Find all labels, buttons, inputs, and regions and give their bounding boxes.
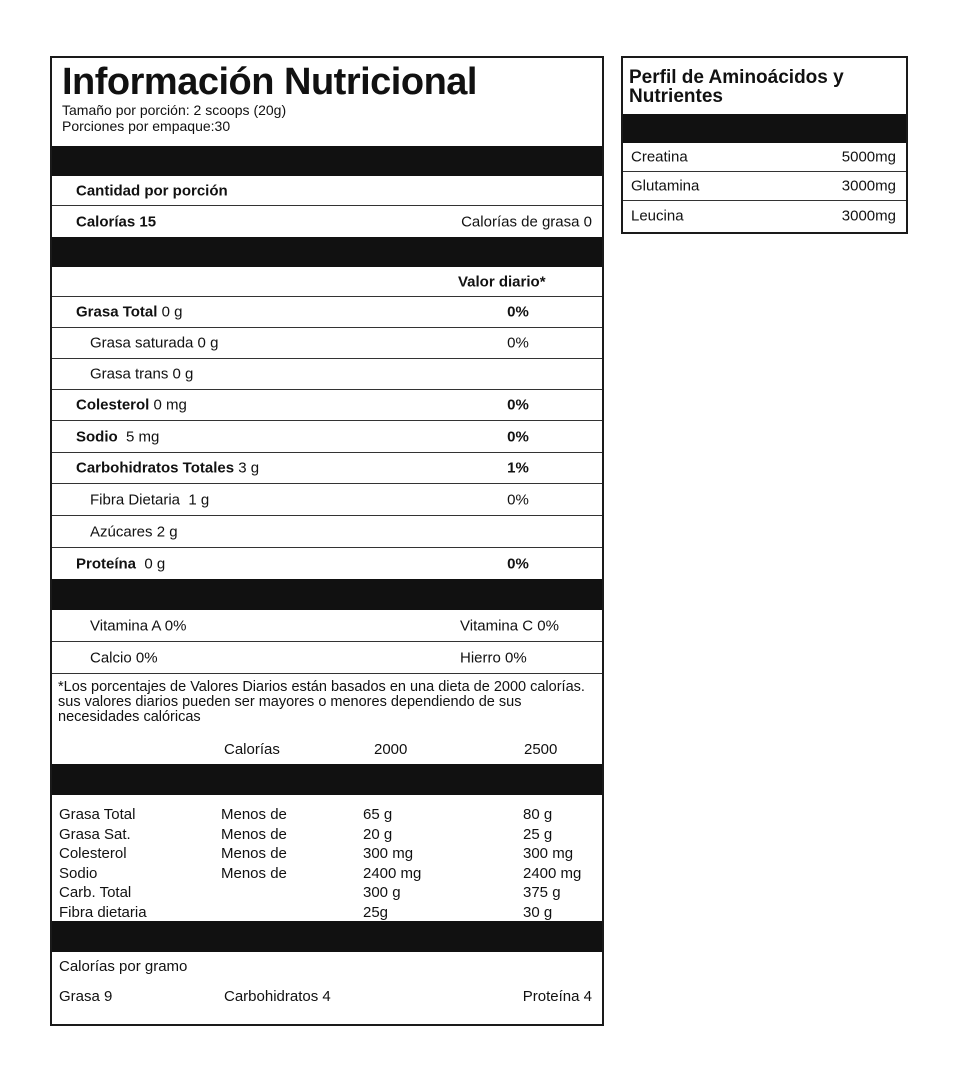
table-header-2500: 2500 (524, 741, 558, 758)
amino-name: Leucina (631, 207, 684, 224)
iron: Hierro 0% (460, 649, 527, 666)
amino-name: Creatina (631, 148, 688, 166)
table-cell: Fibra dietaria (59, 903, 147, 921)
table-cell: 25g (363, 903, 389, 921)
amino-name: Glutamina (631, 177, 700, 195)
fat-per-gram: Grasa 9 (59, 988, 113, 1005)
table-cell: Grasa Total (59, 806, 136, 823)
nutrient-label: Sodio 5 mg (76, 428, 160, 445)
nutrient-daily-value: 0% (507, 334, 529, 352)
nutrient-row (52, 297, 602, 328)
nutrient-label: Grasa saturada 0 g (90, 334, 219, 352)
nutrient-row (52, 421, 602, 453)
table-cell: Menos de (221, 864, 287, 882)
table-cell: 2400 mg (523, 864, 582, 882)
nutrient-label: Carbohidratos Totales 3 g (76, 459, 260, 477)
nutrition-facts-panel (50, 56, 604, 1026)
nutrient-row (52, 453, 602, 484)
nutrient-row (52, 359, 602, 390)
nutrient-row (52, 328, 602, 359)
nutrient-row (52, 390, 602, 421)
divider-bar (52, 764, 602, 795)
table-cell (221, 883, 287, 903)
calories-per-gram-values (52, 982, 602, 1012)
table-cell: 2400 mg (363, 864, 422, 882)
table-cell: 300 g (363, 884, 401, 902)
vitamin-a: Vitamina A 0% (90, 617, 187, 634)
nutrient-daily-value: 0% (507, 491, 529, 508)
calories-row (52, 206, 602, 237)
amino-row (623, 143, 906, 172)
nutrient-daily-value: 0% (507, 396, 529, 414)
nutrition-header (52, 58, 602, 146)
amount-per-serving-label: Cantidad por porción (76, 182, 228, 199)
table-cell: Grasa Sat. (59, 825, 131, 843)
divider-bar (52, 579, 602, 610)
daily-values-table-header (52, 736, 602, 764)
amount-per-serving-row (52, 176, 602, 206)
table-cell: 20 g (363, 825, 393, 843)
nutrient-row (52, 484, 602, 516)
amino-title: Perfil de Aminoácidos y Nutrientes (629, 67, 844, 107)
carbs-per-gram: Carbohidratos 4 (224, 988, 331, 1005)
calcium: Calcio 0% (90, 649, 158, 666)
table-cell: 80 g (523, 806, 553, 823)
nutrition-title: Información Nutricional (62, 61, 477, 103)
nutrient-label: Colesterol 0 mg (76, 396, 187, 414)
divider-bar (623, 114, 906, 143)
divider-bar (52, 921, 602, 952)
daily-value-footnote: *Los porcentajes de Valores Diarios están basados en una dieta de 2000 calorías. sus valores diarios pueden ser mayores o menores dependiendo de sus necesidades calóricas (58, 679, 585, 725)
divider-bar (52, 146, 602, 176)
table-header-2000: 2000 (374, 741, 408, 758)
nutrient-label: Grasa trans 0 g (90, 365, 194, 383)
calories-label: Calorías 15 (76, 213, 157, 230)
amino-value: 5000mg (841, 148, 896, 166)
protein-per-gram: Proteína 4 (522, 988, 592, 1005)
divider-bar (52, 237, 602, 267)
table-column-2000 (363, 805, 421, 923)
vitamin-row (52, 610, 602, 642)
calories-per-gram-label: Calorías por gramo (59, 958, 188, 975)
table-cell: Sodio (59, 864, 98, 882)
serving-size: Tamaño por porción: 2 scoops (20g) (62, 102, 287, 118)
table-cell: 30 g (523, 903, 553, 921)
daily-values-table (52, 795, 602, 921)
table-cell: Menos de (221, 845, 287, 863)
daily-value-header: Valor diario* (458, 273, 546, 290)
table-cell: Carb. Total (59, 884, 132, 902)
nutrient-daily-value: 0% (507, 303, 529, 321)
table-cell: Menos de (221, 825, 287, 843)
nutrient-label: Proteína 0 g (76, 555, 166, 572)
nutrient-daily-value: 1% (507, 459, 529, 477)
table-cell: 300 mg (523, 845, 574, 863)
amino-value: 3000mg (841, 177, 896, 195)
vitamin-c: Vitamina C 0% (460, 617, 559, 634)
nutrient-label: Fibra Dietaria 1 g (90, 491, 210, 508)
nutrient-label: Azúcares 2 g (90, 523, 178, 540)
nutrient-row (52, 548, 602, 579)
table-column-qualifiers (221, 805, 287, 923)
calories-per-gram-row (52, 952, 602, 982)
table-cell: 25 g (523, 825, 553, 843)
table-cell: 300 mg (363, 845, 414, 863)
table-header-label: Calorías (224, 741, 280, 758)
servings-per-container: Porciones por empaque:30 (62, 118, 231, 134)
table-cell: 65 g (363, 806, 393, 823)
mineral-row (52, 642, 602, 674)
calories-from-fat: Calorías de grasa 0 (461, 213, 592, 230)
table-cell: Menos de (221, 806, 287, 823)
table-cell: Colesterol (59, 845, 127, 863)
amino-row (623, 201, 906, 230)
table-cell (221, 903, 287, 923)
table-column-2500 (523, 805, 581, 923)
table-cell: 375 g (523, 884, 561, 902)
daily-value-header-row (52, 267, 602, 297)
nutrient-label: Grasa Total 0 g (76, 303, 183, 321)
nutrient-row (52, 516, 602, 548)
amino-acid-profile-panel (621, 56, 908, 234)
table-column-nutrients (59, 805, 147, 923)
amino-row (623, 172, 906, 201)
amino-value: 3000mg (841, 207, 896, 224)
nutrient-daily-value: 0% (507, 555, 529, 572)
nutrient-daily-value: 0% (507, 428, 529, 445)
